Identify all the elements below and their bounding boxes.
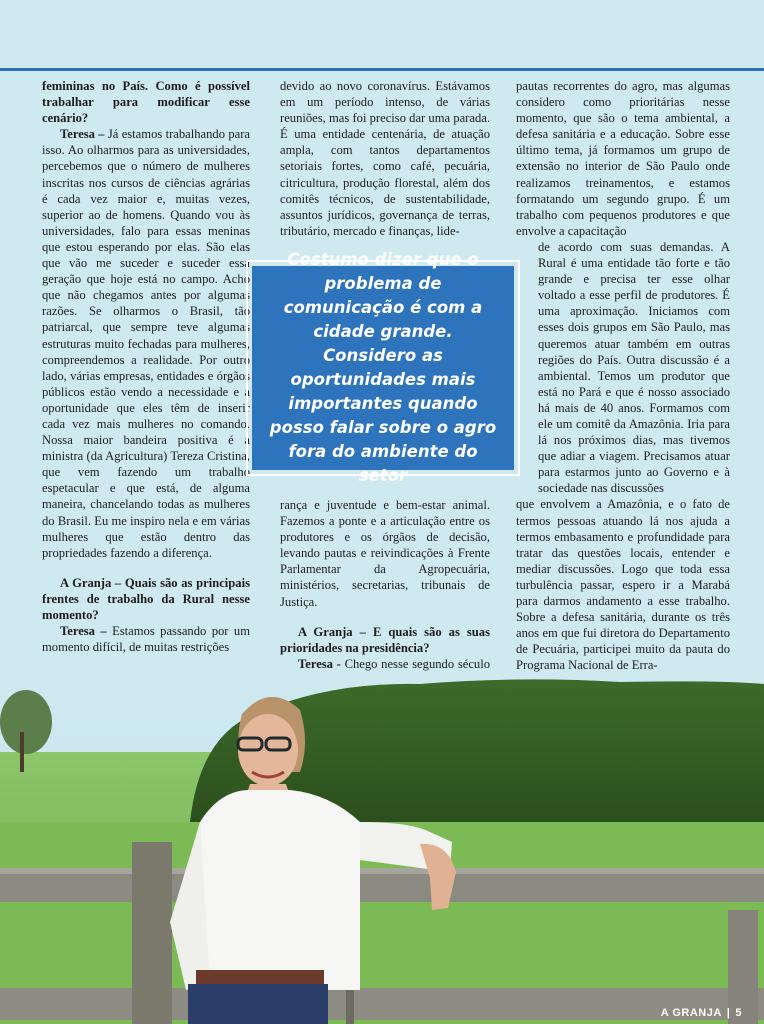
- pullquote-text: Costumo dizer que o problema de comunicação é com a cidade grande. Considero as oportunidades mais importantes quando posso falar sobre o agro fora do ambiente do setor: [269, 250, 497, 485]
- question-3: A Granja – E quais são as suas prioridades na presidência?: [280, 624, 490, 655]
- body-paragraph-wrapped: de acordo com suas demandas. A Rural é uma entidade tão forte e tão grande e precisa ter esse olhar voltado a esse perfil de produtores. É uma aproximação. Iniciamos com esses dois grupos em São Paulo, mas queremos atuar também em outras regiões do País. Outra discussão é a ambiental. Temos um produtor que está no Pará e que é nosso associado há mais de 40 anos. Formamos com ele um comitê da Amazônia. Iria para lá nos próximos dias, mas tivemos que adiar a viagem. Precisamos atuar para estarmos junto ao Governo e à sociedade nas discussões: [538, 239, 730, 496]
- speaker-label: Teresa –: [60, 127, 105, 142]
- article-column-3: [516, 78, 730, 673]
- answer-1: [42, 126, 250, 561]
- answer-text: Já estamos trabalhando para isso. Ao olharmos para as universidades, percebemos que o número de mulheres inscritas nos cursos de ciências agrárias é cada vez maior e, muitas vezes, superior ao de homens. Quando vou às universidades, falo para essas meninas que estou esperando por elas. São elas que vão me suceder e suceder essa geração que hoje está no campo. Acho que não chegamos antes por algumas razões. Se olharmos o Brasil, tão patriarcal, que sempre teve algumas estruturas muito fechadas para mulheres, compreendemos a realidade. Por outro lado, várias empresas, entidades e órgãos públicos estão vendo a necessidade e a oportunidade que eles têm de inserir cada vez mais mulheres no comando. Nossa maior bandeira positiva é a ministra (da Agricultura) Tereza Cristina, que vem fazendo um trabalho espetacular e que está, de alguma maneira, chancelando todas as mulheres do Brasil. Eu me inspiro nela e em várias mulheres que estão dentro das propriedades fazendo a diferença.: [42, 127, 250, 560]
- speaker-label: Teresa –: [60, 624, 107, 639]
- article-column-2-bottom: [280, 497, 490, 688]
- page-footer: [661, 1002, 742, 1024]
- body-paragraph: pautas recorrentes do agro, mas algumas considero como prioritárias nesse momento, que são o tema ambiental, a defesa sanitária e a educação. Sobre esse último tema, já formamos um grupo de extensão no interior de São Paulo onde realizamos treinamentos, e estamos formatando um segundo grupo. É um trabalho com pequenos produtores e que envolve a capacitação: [516, 79, 730, 238]
- header-rule: [0, 68, 764, 71]
- pullquote: [252, 250, 514, 485]
- body-paragraph: devido ao novo coronavírus. Estávamos em um período intenso, de várias reuniões, mas foi preciso dar uma parada. É uma entidade centenária, de atuação ampla, com tantos departamentos setoriais fortes, como café, pecuária, citricultura, produção florestal, além dos comitês técnicos, de sustentabilidade, assuntos jurídicos, governança de terras, tributário, mercado e finanças, lide-: [280, 79, 490, 238]
- question-1: femininas no País. Como é possível trabalhar para modificar esse cenário?: [42, 79, 250, 126]
- answer-text: Chego nesse segundo século: [344, 656, 491, 671]
- answer-text: Estamos passando por um momento difícil, de muitas restrições: [42, 624, 250, 655]
- article-column-2-top: [280, 78, 490, 239]
- answer-2: [42, 623, 250, 655]
- body-paragraph: rança e juventude e bem-estar animal. Fazemos a ponte e a articulação entre os produtores e os órgãos de decisão, levando pautas e reivindicações à Frente Parlamentar da Agropecuária, ministérios, secretarias, tribunais de Justiça.: [280, 498, 490, 609]
- speaker-label: Teresa -: [298, 656, 341, 671]
- footer-separator: |: [726, 1007, 731, 1019]
- page-number: 5: [735, 1007, 742, 1019]
- article-column-1: [42, 78, 250, 655]
- portrait-photo: [0, 672, 764, 1024]
- magazine-name: A GRANJA: [660, 1007, 722, 1019]
- question-2: A Granja – Quais são as principais frentes de trabalho da Rural nesse momento?: [42, 575, 250, 622]
- body-paragraph: que envolvem a Amazônia, e o fato de termos pessoas atuando lá nos ajuda a termos embasamento e profundidade para tratar das questões locais, entender e mediar discussões. Logo que toda essa turbulência passar, espero ir a Marabá para darmos andamento a esse trabalho. Sobre a defesa sanitária, durante os três anos em que fui diretora do Departamento de Pecuária, participei muito da pauta do Programa Nacional de Erra-: [516, 497, 730, 673]
